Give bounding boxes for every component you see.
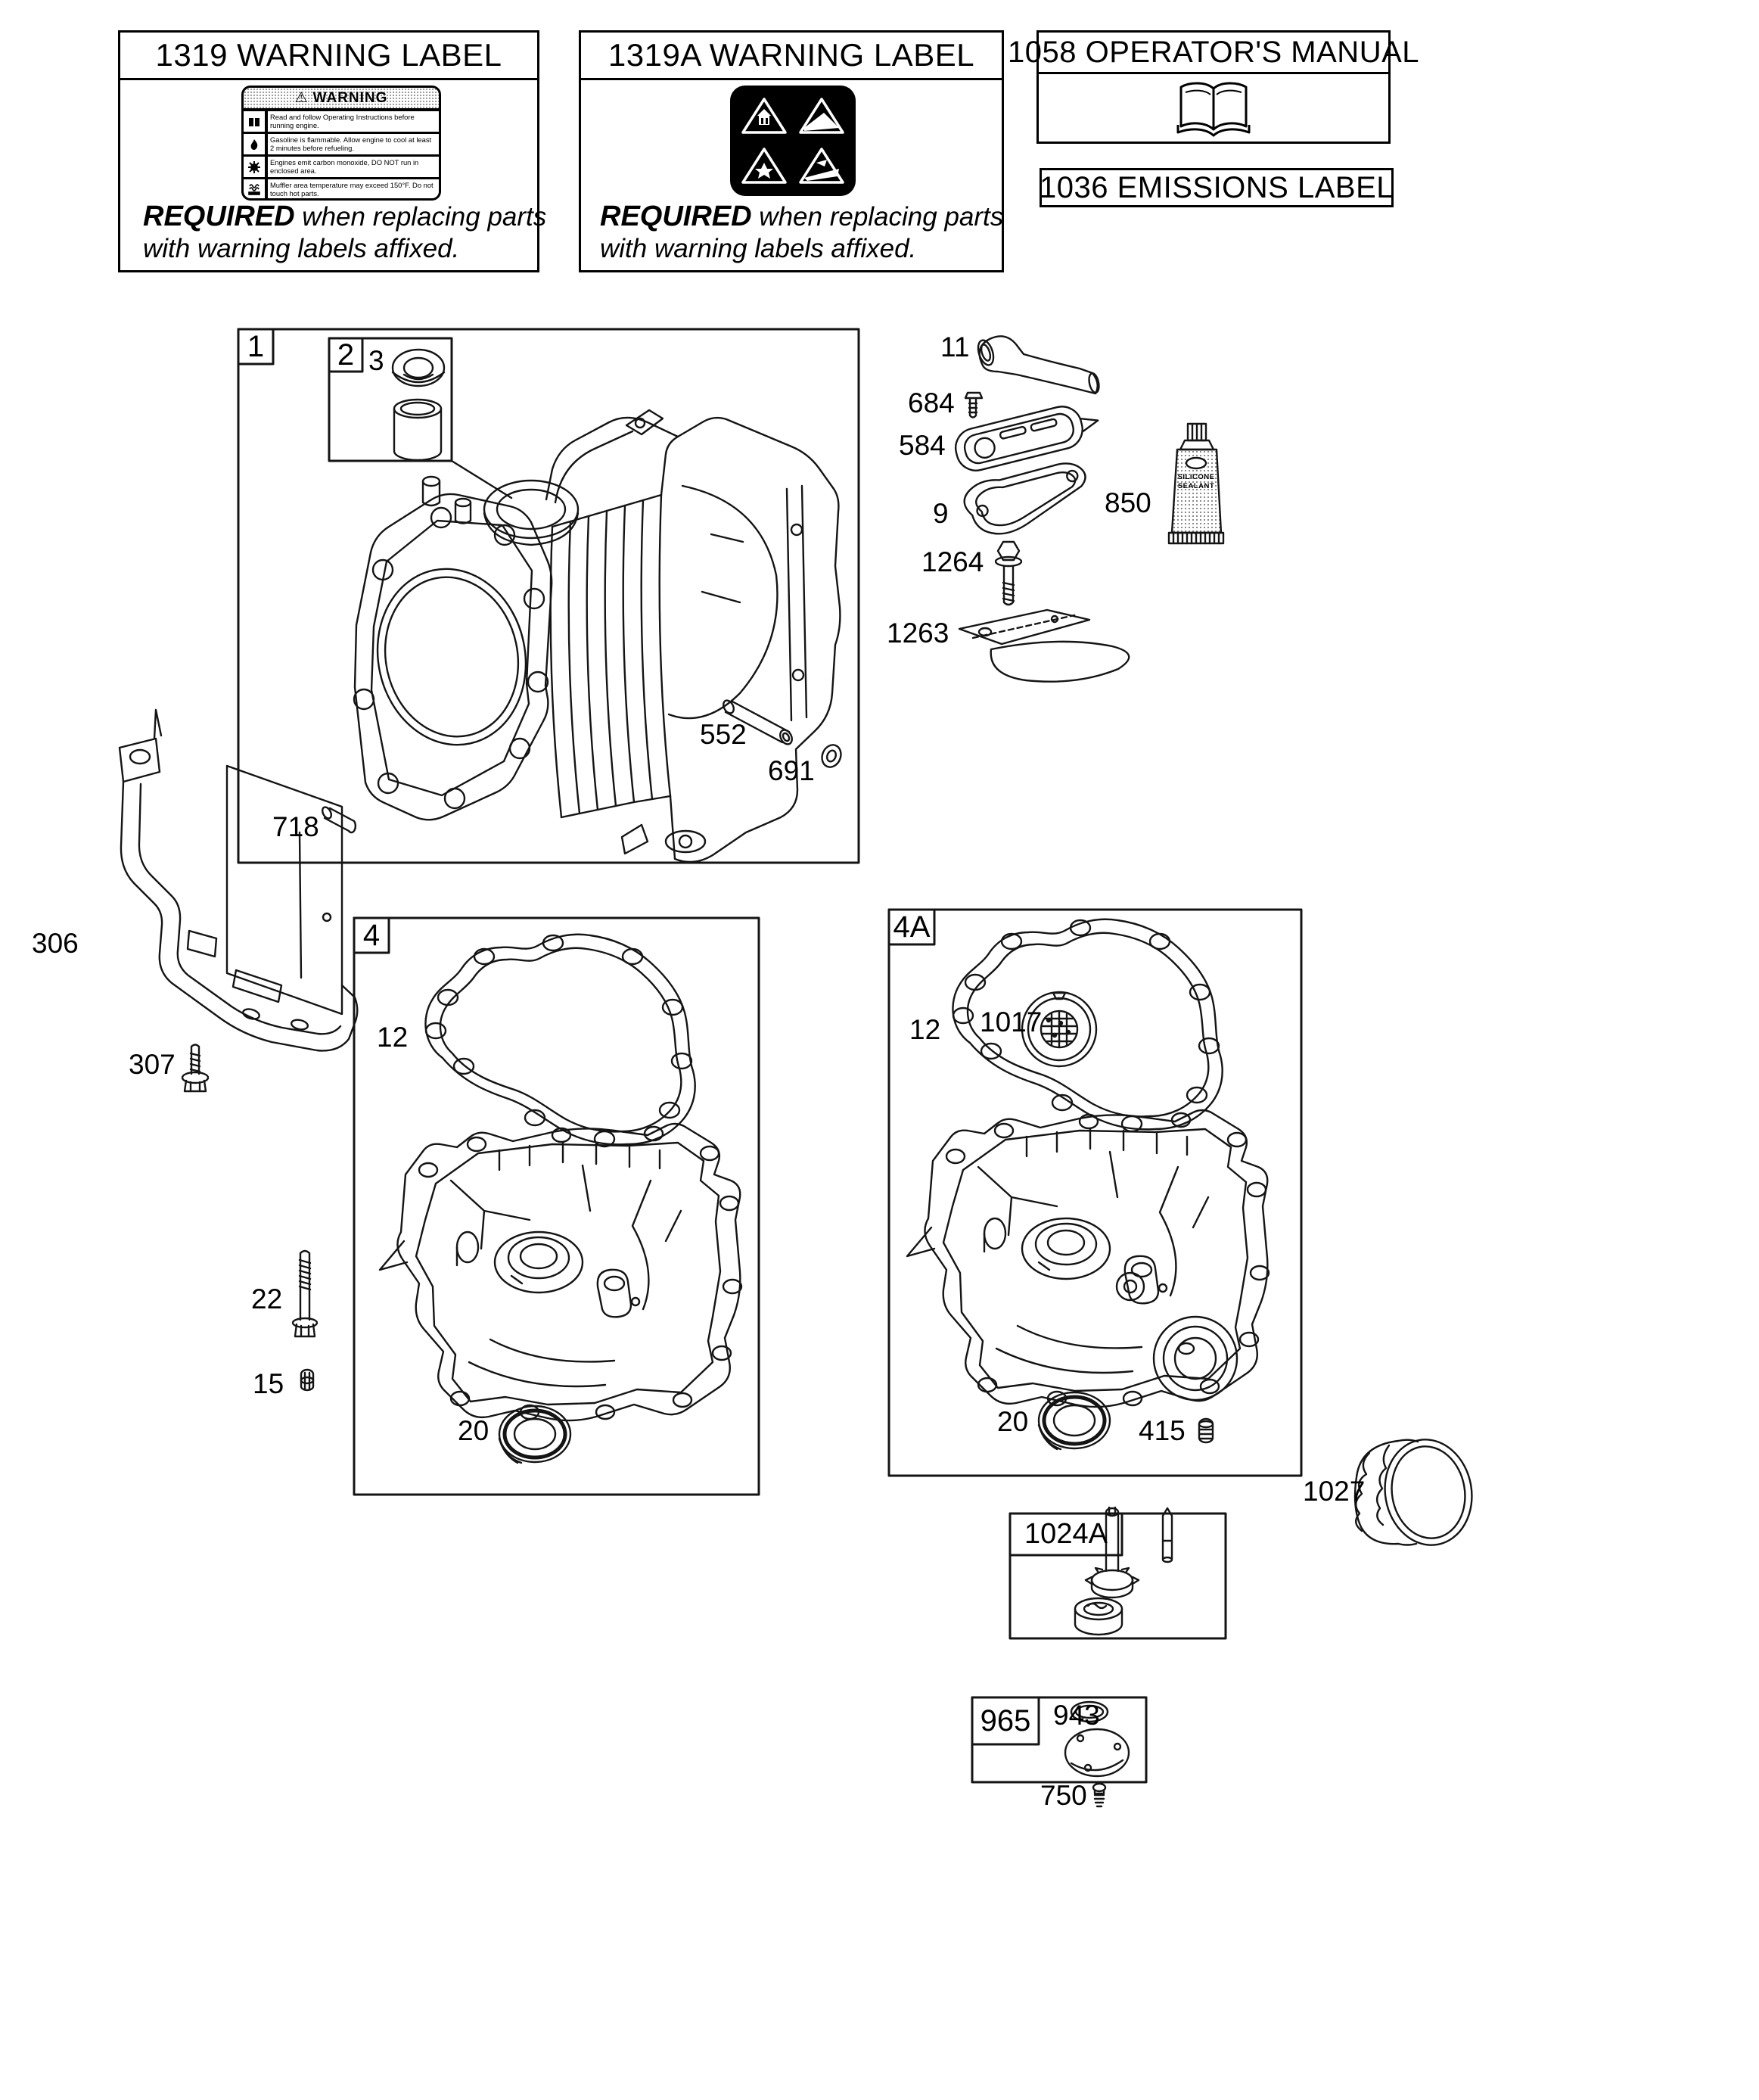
oil-filter-drawing [1355,1433,1480,1552]
warning-label-1319a-box [579,30,1004,272]
long-bolt-drawing [293,1251,317,1336]
sticker-row: Muffler area temperature may exceed 150°F. Do not touch hot parts. [244,179,439,200]
sealant-text-line1: SILICONE [1177,473,1215,481]
group-boxes [238,329,1301,1782]
carbon-monoxide-icon [244,157,268,177]
part-callout-691: 691 [768,755,815,786]
shield-screw-drawing [182,1045,208,1092]
group-label-2: 2 [337,338,355,372]
part-callout-20-sump: 20 [458,1415,489,1446]
part-callout-11: 11 [940,331,970,362]
group-label-1: 1 [247,329,265,363]
emissions-label-box [1040,168,1394,207]
required-note-line2: with warning labels affixed. [143,234,460,263]
part-callout-9: 9 [933,498,949,529]
sump-bolt-drawing [996,542,1021,605]
required-note-line2: with warning labels affixed. [600,234,917,263]
breather-screw-drawing [965,393,982,418]
part-callout-684: 684 [908,387,955,418]
group-label-965: 965 [980,1703,1031,1738]
baffle-plate-drawing [959,610,1129,682]
sealant-text-line2: SEALANT [1177,482,1215,490]
breather-gasket-drawing [961,461,1092,538]
part-callout-1264: 1264 [921,546,984,577]
part-callout-1027: 1027 [1303,1476,1366,1507]
oil-pump-boss-drawing [1117,1273,1237,1400]
washer-drawing [819,742,844,770]
operators-manual-title: 1058 OPERATOR'S MANUAL [1039,33,1388,74]
group-label-4: 4 [362,918,381,952]
part-callout-307: 307 [129,1049,176,1080]
breather-cover-drawing [952,398,1103,474]
flame-icon [244,134,268,154]
group-label-4a: 4A [893,910,931,944]
part-callout-22: 22 [251,1283,283,1314]
part-callout-415: 415 [1139,1415,1186,1446]
part-callout-15: 15 [253,1368,284,1399]
bushing-kit-drawing [393,350,444,460]
operators-manual-box [1008,30,1420,144]
part-callout-718: 718 [272,811,319,842]
part-callout-1017: 1017 [980,1006,1043,1038]
cylinder-assembly-drawing [354,410,840,862]
dowel-pin-drawing [321,806,356,832]
breather-tube-drawing [975,336,1100,394]
small-screw-drawing [1093,1784,1105,1806]
required-note-line1: REQUIRED when replacing parts [600,201,1004,232]
warning-label-1319-box [118,30,547,272]
part-callout-943: 943 [1053,1700,1100,1731]
sticker-row: Read and follow Operating Instructions before running engine. [244,111,439,134]
warning-sticker [241,86,441,201]
part-callout-552: 552 [700,719,747,750]
warning-triangle-icon: ⚠ [294,90,309,106]
open-book-icon [1039,78,1388,138]
group-label-1024a: 1024A [1024,1518,1108,1550]
required-note-line1: REQUIRED when replacing parts [143,201,547,232]
part-callout-12-sump: 12 [377,1022,409,1053]
sticker-row: Engines emit carbon monoxide, DO NOT run in enclosed area. [244,157,439,179]
warning-label-1319a-title: 1319A WARNING LABEL [581,33,1002,80]
warning-label-1319-title: 1319 WARNING LABEL [120,33,537,80]
part-callout-850: 850 [1105,487,1151,518]
warning-sticker-header: ⚠ WARNING [244,88,439,111]
sticker-row: Gasoline is flammable. Allow engine to cool at least 2 minutes before refueling. [244,134,439,157]
part-callout-3: 3 [368,345,384,376]
part-callout-750: 750 [1040,1780,1087,1811]
drain-plug-drawing [1199,1419,1213,1442]
hot-surface-icon [244,179,268,200]
leader-line [452,461,511,498]
read-manual-icon [244,111,268,132]
part-callout-306: 306 [32,928,79,959]
warning-pictograms-icon [729,84,857,201]
part-callout-1263: 1263 [887,618,949,649]
part-callout-20-sump-4a: 20 [997,1406,1029,1437]
cap-plug-drawing [301,1370,313,1390]
emissions-label-title: 1036 EMISSIONS LABEL [1040,170,1394,204]
part-callout-12-sump-4a: 12 [909,1014,941,1045]
part-callout-584: 584 [899,430,946,461]
